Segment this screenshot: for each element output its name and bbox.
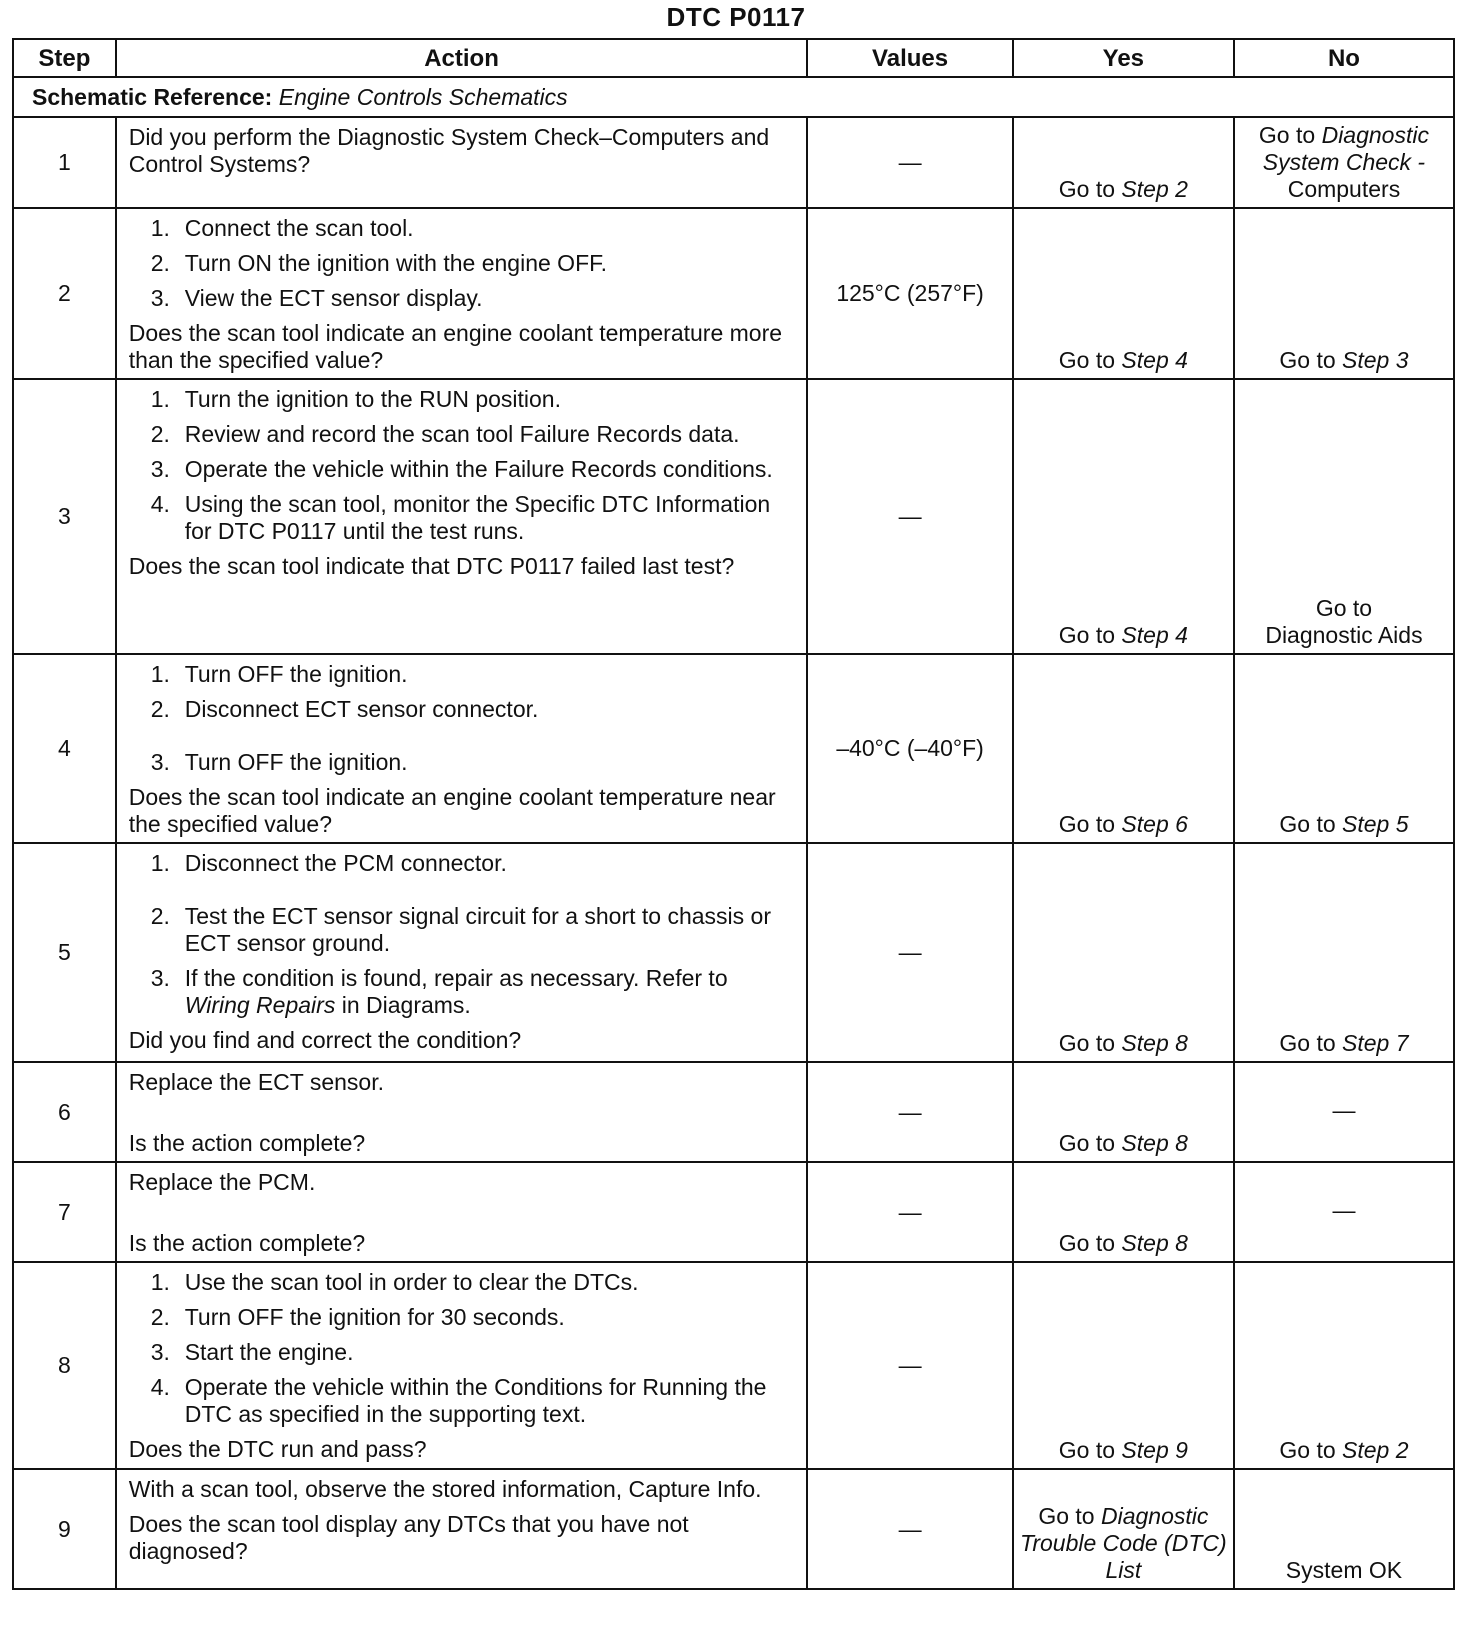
list-item: 2. Test the ECT sensor signal circuit for a short to chassis or ECT sensor ground. [150,903,772,956]
header-values: Values [807,39,1012,77]
list-item: 3. View the ECT sensor display. [150,285,483,311]
yes-prefix: Go to [1058,811,1122,837]
yes-prefix: Go to [1058,622,1122,648]
list-item: 1. Use the scan tool in order to clear the DTCs. [150,1269,639,1295]
yes-target[interactable]: Step 9 [1121,1437,1188,1463]
yes-target[interactable]: Diagnostic Trouble Code (DTC) List [1020,1503,1227,1583]
action-cell [116,1162,808,1262]
table-row [13,1062,1454,1162]
no-cell[interactable] [1234,208,1454,379]
action-cell [116,843,808,1062]
yes-cell[interactable] [1013,1262,1234,1469]
no-cell: System OK [1234,1469,1454,1589]
list-item-text: Test the ECT sensor signal circuit for a short to chassis or ECT sensor ground. [184,903,772,956]
list-item-text: Start the engine. [184,1339,354,1365]
list-item: 3. If the condition is found, repair as necessary. Refer to Wiring Repairs in Diagrams. [150,965,728,1018]
yes-cell[interactable] [1013,208,1234,379]
yes-target[interactable]: Step 8 [1121,1230,1188,1256]
schematic-link[interactable]: Engine Controls Schematics [278,83,568,110]
value-cell: — [807,1062,1012,1162]
table-row [13,117,1454,208]
schematic-label: Schematic Reference: [32,83,273,110]
action-cell [116,208,808,379]
action-cell [116,1469,808,1589]
no-suffix: Computers [1287,176,1401,202]
yes-prefix: Go to [1058,1030,1122,1056]
yes-cell[interactable] [1013,654,1234,843]
list-item: 3. Start the engine. [150,1339,354,1365]
table-row [13,208,1454,379]
yes-cell[interactable] [1013,1469,1234,1589]
no-target[interactable]: Diagnostic System Check - [1262,122,1429,175]
list-item: 2. Disconnect ECT sensor connector. [150,696,539,722]
yes-target[interactable]: Step 8 [1121,1130,1188,1156]
no-cell[interactable] [1234,117,1454,208]
action-list [129,850,797,1019]
value-cell: — [807,1469,1012,1589]
yes-prefix: Go to [1058,347,1122,373]
yes-cell[interactable] [1013,379,1234,654]
action-text: Did you perform the Diagnostic System Check–Computers and Control Systems? [128,124,770,177]
step-number: 5 [13,843,116,1062]
yes-cell[interactable] [1013,117,1234,208]
list-item: 1. Disconnect the PCM connector. [150,850,507,876]
action-text: With a scan tool, observe the stored information, Capture Info. [128,1476,762,1502]
value-cell: — [807,117,1012,208]
yes-prefix: Go to [1058,1130,1122,1156]
list-item: 2. Turn ON the ignition with the engine OFF. [150,250,608,276]
list-item-text: Disconnect the PCM connector. [184,850,507,876]
list-item-text: If the condition is found, repair as necessary. Refer to [184,965,728,991]
step-number: 9 [13,1469,116,1589]
action-cell [116,1262,808,1469]
list-item-text: Using the scan tool, monitor the Specific DTC Information for DTC P0117 until the test runs. [184,491,771,544]
action-question: Did you find and correct the condition? [128,1027,522,1053]
step-number: 8 [13,1262,116,1469]
no-cell[interactable] [1234,1262,1454,1469]
action-text: Replace the ECT sensor. [128,1069,384,1095]
no-target[interactable]: Step 3 [1342,347,1409,373]
list-item-text: Review and record the scan tool Failure Records data. [184,421,740,447]
step-number: 7 [13,1162,116,1262]
no-prefix: Go to [1279,1437,1343,1463]
value-cell: — [807,379,1012,654]
action-list [129,386,797,545]
action-text: Replace the PCM. [128,1169,316,1195]
yes-prefix: Go to [1058,1230,1122,1256]
value-cell: — [807,1162,1012,1262]
list-item-text-suffix: in Diagrams. [335,992,471,1018]
list-item-text: Operate the vehicle within the Conditions for Running the DTC as specified in the supporting text. [184,1374,767,1427]
table-row [13,1262,1454,1469]
action-question: Does the DTC run and pass? [128,1436,427,1462]
list-item-text: Turn the ignition to the RUN position. [184,386,561,412]
yes-target[interactable]: Step 2 [1121,176,1188,202]
action-cell [116,117,808,208]
list-item-text: Turn OFF the ignition for 30 seconds. [184,1304,565,1330]
step-number: 1 [13,117,116,208]
action-question: Does the scan tool indicate that DTC P0117 failed last test? [128,553,735,579]
table-row [13,1162,1454,1262]
list-item-text: Turn ON the ignition with the engine OFF. [184,250,608,276]
list-item: 2. Review and record the scan tool Failure Records data. [150,421,740,447]
list-item: 1. Turn the ignition to the RUN position. [150,386,561,412]
action-cell [116,654,808,843]
action-cell [116,1062,808,1162]
yes-cell[interactable] [1013,1162,1234,1262]
header-no: No [1234,39,1454,77]
table-row [13,843,1454,1062]
no-prefix: Go to [1279,811,1343,837]
list-item: 3. Operate the vehicle within the Failure Records conditions. [150,456,773,482]
no-target[interactable]: Go to Diagnostic Aids [1265,595,1423,648]
step-number: 2 [13,208,116,379]
list-item-text: Turn OFF the ignition. [184,749,408,775]
wiring-repairs-link[interactable]: Wiring Repairs [184,992,336,1018]
action-list [129,1269,797,1428]
step-number: 6 [13,1062,116,1162]
yes-prefix: Go to [1058,1437,1122,1463]
action-question: Is the action complete? [128,1230,366,1256]
list-item-text: Operate the vehicle within the Failure Records conditions. [184,456,773,482]
yes-target[interactable]: Step 6 [1121,811,1188,837]
document-title: DTC P0117 [666,2,806,32]
action-list [129,215,797,312]
action-question: Does the scan tool indicate an engine coolant temperature more than the specified value? [128,320,783,373]
action-question: Does the scan tool indicate an engine coolant temperature near the specified value? [128,784,776,837]
schematic-row [13,77,1454,117]
no-prefix: Go to [1279,1030,1343,1056]
yes-prefix: Go to [1058,176,1122,202]
yes-target[interactable]: Step 4 [1121,347,1188,373]
value-cell: 125°C (257°F) [807,208,1012,379]
list-item: 1. Connect the scan tool. [150,215,414,241]
table-row [13,379,1454,654]
value-cell: — [807,843,1012,1062]
table-row [13,654,1454,843]
list-item-text: Use the scan tool in order to clear the DTCs. [184,1269,639,1295]
dtc-table [12,38,1455,1590]
list-item: 4. Operate the vehicle within the Conditions for Running the DTC as specified in the supporting text. [150,1374,767,1427]
table-row [13,1469,1454,1589]
no-target[interactable]: Step 7 [1342,1030,1409,1056]
yes-cell[interactable] [1013,1062,1234,1162]
value-cell: –40°C (–40°F) [807,654,1012,843]
action-question: Is the action complete? [128,1130,366,1156]
list-item: 1. Turn OFF the ignition. [150,661,408,687]
no-prefix: Go to [1258,122,1322,148]
no-target[interactable]: Step 5 [1342,811,1409,837]
no-cell[interactable] [1234,379,1454,654]
no-cell[interactable] [1234,843,1454,1062]
list-item-text: Disconnect ECT sensor connector. [184,696,539,722]
step-number: 3 [13,379,116,654]
no-target[interactable]: Step 2 [1342,1437,1409,1463]
no-cell: — [1234,1062,1454,1162]
yes-target[interactable]: Step 4 [1121,622,1188,648]
action-list [129,661,797,776]
no-cell: — [1234,1162,1454,1262]
yes-target[interactable]: Step 8 [1121,1030,1188,1056]
action-question: Does the scan tool display any DTCs that you have not diagnosed? [128,1511,689,1564]
list-item-text: View the ECT sensor display. [184,285,483,311]
list-item: 2. Turn OFF the ignition for 30 seconds. [150,1304,565,1330]
value-cell: — [807,1262,1012,1469]
list-item: 4. Using the scan tool, monitor the Specific DTC Information for DTC P0117 until the test runs. [150,491,771,544]
list-item-text: Turn OFF the ignition. [184,661,408,687]
list-item-text: Connect the scan tool. [184,215,414,241]
step-number: 4 [13,654,116,843]
schematic-reference [13,77,1454,117]
header-row [13,39,1454,77]
header-step: Step [13,39,116,77]
yes-cell[interactable] [1013,843,1234,1062]
no-prefix: Go to [1279,347,1343,373]
header-action: Action [116,39,808,77]
yes-prefix: Go to [1038,1503,1101,1529]
action-cell [116,379,808,654]
no-cell[interactable] [1234,654,1454,843]
list-item: 3. Turn OFF the ignition. [150,749,408,775]
header-yes: Yes [1013,39,1234,77]
